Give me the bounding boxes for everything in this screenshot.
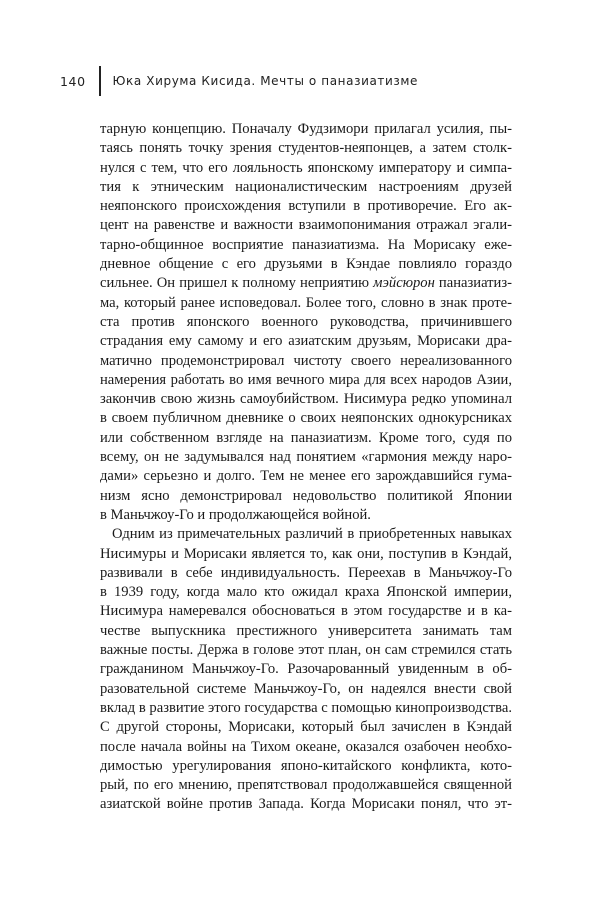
text-line: тия к этническим националистическим настроениям друзей bbox=[100, 178, 512, 195]
text-line: С другой стороны, Морисаки, который был зачислен в Кэндай bbox=[100, 719, 512, 736]
italic-term: мэйсюрон bbox=[373, 275, 435, 292]
text-segment: сильнее. Он пришел к полному неприятию bbox=[100, 275, 374, 292]
text-line: дневное общение с его друзьями в Кэндае повлияло гораздо bbox=[100, 256, 512, 273]
text-line: таясь понять точку зрения студентов-неяпонцев, а затем столк- bbox=[100, 140, 512, 157]
text-line: ма, который ранее исповедовал. Более того, словно в знак проте- bbox=[100, 294, 512, 311]
text-line: важные посты. Держа в голове этот план, он сам стремился стать bbox=[100, 642, 512, 659]
running-head bbox=[60, 66, 418, 96]
text-line: азиатской войне против Запада. Когда Морисаки понял, что эт- bbox=[100, 796, 512, 813]
text-line: в своем публичном дневнике о своих неяпонских однокурсниках bbox=[100, 410, 512, 427]
text-line: разовательной системе Маньчжоу-Го, он надеялся внести свой bbox=[100, 680, 512, 697]
text-line: низм ясно демонстрировал недовольство политикой Японии bbox=[100, 487, 512, 504]
text-line: страдания ему самому и его азиатским друзьям, Морисаки дра- bbox=[100, 333, 512, 350]
text-line: в 1939 году, когда мало кто ожидал краха Японской империи, bbox=[100, 584, 512, 601]
text-segment: паназиатиз- bbox=[434, 275, 512, 292]
text-line: димостью урегулирования японо-китайского конфликта, кото- bbox=[100, 757, 512, 774]
header-divider bbox=[99, 66, 101, 96]
text-line: тарную концепцию. Поначалу Фудзимори прилагал усилия, пы- bbox=[100, 121, 512, 137]
text-line: намерения работать во имя вечного мира для всех народов Азии, bbox=[100, 371, 512, 388]
text-line: честве выпускника престижного университета занимать там bbox=[100, 622, 512, 639]
text-line: тарно-общинное восприятие паназиатизма. На Морисаку еже- bbox=[100, 236, 512, 253]
text-line: Одним из примечательных различий в приобретенных навыках bbox=[112, 526, 512, 543]
text-line: Нисимура намеревался обосноваться в этом государстве и в ка- bbox=[100, 603, 512, 620]
text-line: в Маньчжоу-Го и продолжающейся войной. bbox=[100, 506, 371, 523]
text-line: неяпонского происхождения вступили в противоречие. Его ак- bbox=[100, 198, 512, 215]
text-line-with-italic bbox=[100, 274, 512, 293]
text-line: после начала войны на Тихом океане, оказался озабочен необхо- bbox=[100, 738, 512, 755]
text-line: всему, он не задумывался над понятием «гармония между наро- bbox=[100, 449, 512, 466]
running-title: Юка Хирума Кисида. Мечты о паназиатизме bbox=[112, 74, 419, 88]
text-line: или собственном взгляде на паназиатизм. Кроме того, судя по bbox=[100, 429, 512, 446]
text-line: вклад в развитие этого государства с помощью кинопроизводства. bbox=[100, 699, 512, 716]
text-line: закончив свою жизнь самоубийством. Нисимура редко упоминал bbox=[100, 391, 512, 408]
body-text bbox=[100, 120, 512, 815]
paragraph-1 bbox=[100, 120, 512, 525]
paragraph-2 bbox=[100, 525, 512, 814]
text-line: Нисимуры и Морисаки является то, как они, поступив в Кэндай, bbox=[100, 545, 512, 562]
text-line: матично продемонстрировал чистоту своего нереализованного bbox=[100, 352, 512, 369]
text-line: гражданином Маньчжоу-Го. Разочарованный увиденным в об- bbox=[100, 661, 512, 678]
text-line: рый, по его мнению, препятствовал продолжавшейся священной bbox=[100, 777, 512, 794]
text-line: нулся с тем, что его лояльность японскому императору и симпа- bbox=[100, 159, 512, 176]
text-line: цент на равенстве и важности взаимопонимания отражал эгали- bbox=[100, 217, 512, 234]
text-line: ста против японского военного руководства, причинившего bbox=[100, 313, 512, 330]
text-line: дами» серьезно и долго. Тем не менее его зарождавшийся гума- bbox=[100, 468, 512, 485]
page-number: 140 bbox=[60, 73, 86, 89]
text-line: развивали в себе индивидуальность. Переехав в Маньчжоу-Го bbox=[100, 564, 512, 581]
